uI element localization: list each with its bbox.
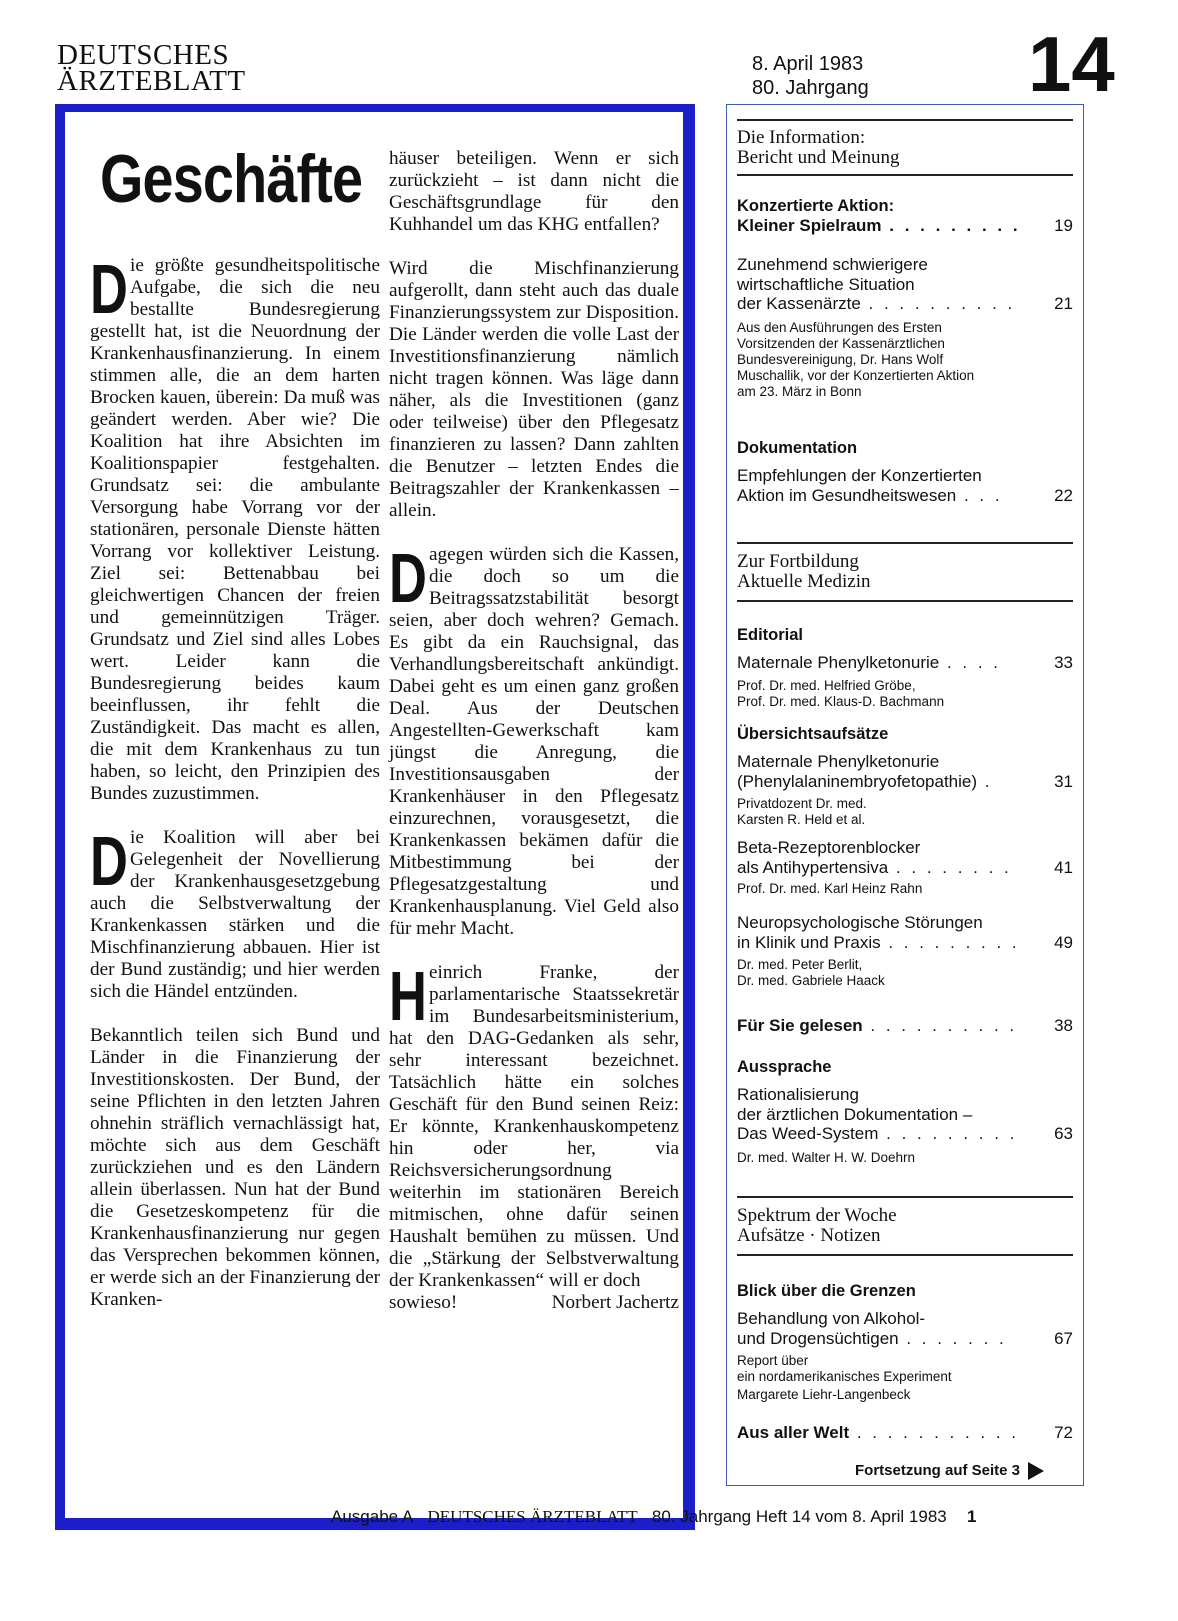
toc-author: Dr. med. Gabriele Haack (737, 973, 885, 988)
toc-author: Karsten R. Held et al. (737, 812, 866, 827)
paragraph-text: häuser beteiligen. Wenn er sich zurückzieht – ist dann nicht die Geschäftsgrundlage für den Kuhhandel um das KHG entfallen? (389, 148, 679, 235)
issue-date: 8. April 1983 (752, 53, 864, 75)
toc-uebersichtsaufsaetze (737, 725, 1073, 989)
toc-author: Prof. Dr. med. Klaus-D. Bachmann (737, 693, 945, 709)
editorial-box (65, 112, 683, 1518)
toc-konzertierte (737, 197, 1073, 236)
page-number: 41 (1054, 857, 1073, 877)
editorial-paragraph (90, 1025, 380, 1311)
toc-dokumentation (737, 439, 1073, 505)
drop-cap: D (90, 822, 128, 900)
paragraph-text: ie Koalition will aber bei Gelegenheit der Novellierung der Krankenhausgesetzgebung auch die Selbstverwaltung der Krankenkassen stärken und die Mischfinanzierung abbauen. Hier ist der Bund zuständig; und hier werden sich die Händel entzünden. (90, 827, 380, 1002)
toc-section-fortbildung (737, 542, 1073, 602)
page-number: 72 (1054, 1423, 1073, 1442)
toc-entry-beta-blocker[interactable]: Beta-Rezeptorenblocker als Antihypertensiva . . . . . . . . 41 (737, 838, 1073, 877)
toc-entry-phenylketonurie[interactable]: Maternale Phenylketonurie . . . . 33 (737, 653, 1073, 672)
drop-cap: H (389, 957, 427, 1035)
toc-category: Editorial (737, 626, 804, 644)
toc-section-spektrum (737, 1196, 1073, 1256)
toc-blick (737, 1282, 1073, 1403)
divider (737, 174, 1073, 176)
editorial-headline: Geschäfte (100, 141, 363, 217)
page-footer (331, 1507, 986, 1527)
continued-label: Fortsetzung auf Seite 3 (855, 1462, 1021, 1479)
toc-author: Report über (737, 1353, 809, 1368)
editorial-paragraph (90, 250, 380, 805)
editorial-paragraph (90, 822, 380, 1003)
toc-kassenaerzte (737, 255, 1073, 400)
toc-category: Aussprache (737, 1058, 832, 1076)
arrow-right-icon (1028, 1462, 1044, 1480)
editorial-paragraph (389, 148, 679, 236)
page-number: 22 (1054, 485, 1073, 505)
divider (737, 542, 1073, 544)
editorial-paragraph (389, 957, 679, 1292)
toc-category: Übersichtsaufsätze (737, 725, 889, 743)
divider (737, 1196, 1073, 1198)
toc-author: Prof. Dr. med. Helfried Gröbe, (737, 677, 916, 693)
editorial-column-2 (389, 148, 679, 1314)
toc-author: Dr. med. Walter H. W. Doehrn (737, 1149, 916, 1165)
drop-cap: D (389, 539, 427, 617)
masthead-logo (57, 39, 246, 97)
toc-aus-aller-welt (737, 1423, 1073, 1443)
page-number: 63 (1054, 1124, 1073, 1143)
paragraph-text: Wird die Mischfinanzierung aufgerollt, dann steht auch das duale Finanzierungssystem zur Disposition. Die Länder werden die volle Last der Investitionsfinanzierung nämlich nicht tragen können. Was läge dann näher, als die Investitionen (ganz oder teilweise) über den Pflegesatz finanzieren zu lassen? Dann zahlten die Benutzer – letzten Endes die Beitragszahler der Krankenkassen – allein. (389, 258, 679, 521)
section-subtitle: Aktuelle Medizin (737, 571, 871, 592)
toc-editorial (737, 626, 1073, 710)
toc-category: Konzertierte Aktion: (737, 197, 895, 215)
footer-edition: Ausgabe A (331, 1507, 414, 1526)
paragraph-text: einrich Franke, der parlamentarische Staatssekretär im Bundesarbeitsministerium, hat den DAG-Gedanken als sehr, sehr interessant bezeichnet. Tatsächlich hätte ein solches Geschäft für den Bund seinen Reiz: Er könnte, Krankenhauskompetenz hin oder her, via Reichsversicherungsordnung weiterhin im stationären Bereich mitmischen, ohne dafür seinen Haushalt bemühen zu müssen. Und die „Stärkung der Selbstverwaltung der Krankenkassen“ will er doch (389, 962, 679, 1291)
editorial-signature (389, 1292, 679, 1314)
author-name: Norbert Jachertz (551, 1292, 679, 1313)
divider (737, 1254, 1073, 1256)
paragraph-text: ie größte gesundheitspolitische Aufgabe, die sich die neu bestallte Bundesregierung gestellt hat, ist die Neuordnung der Krankenhausfinanzierung. In einem stimmen alle, die an dem harten Brocken kauen, überein: Da muß was geändert werden. Aber wie? Die Koalition hat ihre Absichten im Koalitionspapier festgehalten. Grundsatz sei: die ambulante Versorgung habe Vorrang vor der stationären, personale Dienste hätten Vorrang vor kollektiver Leistung. Ziel sei: Bettenabbau bei gleichwertigen Chancen der freien und gemeinnützigen Träger. Grundsatz und Ziel sind alles Lobes wert. Leider kann die Bundesregierung beides kaum beeinflussen, ihr fehlt die Zuständigkeit. Das macht es allen, die mit dem Krankenhaus zu tun haben, so leicht, den Prinzipien des Bundes zuzustimmen. (90, 255, 380, 804)
toc-entry-empfehlungen[interactable]: Empfehlungen der Konzertierten Aktion im Gesundheitswesen . . . 22 (737, 466, 1073, 505)
page-number: 38 (1054, 1016, 1073, 1035)
toc-author: Prof. Dr. med. Karl Heinz Rahn (737, 881, 923, 896)
toc-aussprache (737, 1058, 1073, 1166)
toc-author: Margarete Liehr-Langenbeck (737, 1387, 911, 1402)
toc-author: Privatdozent Dr. med. (737, 796, 867, 811)
page-number: 49 (1054, 932, 1073, 952)
editorial-paragraph (389, 258, 679, 522)
editorial-frame (55, 104, 695, 1530)
issue-date-block (752, 52, 869, 100)
issue-number: 14 (1028, 20, 1115, 108)
toc-category: Blick über die Grenzen (737, 1282, 916, 1300)
page-number: 31 (1054, 771, 1073, 791)
toc-author: Aus den Ausführungen des Ersten Vorsitzenden der Kassenärztlichen Bundesvereinigung, Dr. Hans Wolf Muschallik, vor der Konzertierten Aktion am 23. März in Bonn (737, 319, 975, 399)
toc-entry-neuropsychologie[interactable]: Neuropsychologische Störungen in Klinik und Praxis . . . . . . . . . 49 (737, 913, 1073, 952)
toc-entry-phenylalanin[interactable]: Maternale Phenylketonurie (Phenylalaninembryofetopathie) . 31 (737, 752, 1073, 791)
section-subtitle: Aufsätze · Notizen (737, 1225, 881, 1246)
table-of-contents (726, 104, 1084, 1486)
page-number: 33 (1054, 653, 1073, 672)
paragraph-text: agegen würden sich die Kassen, die doch so um die Beitragssatzstabilität besorgt seien, aber doch wehren? Gemach. Es gibt da ein Rauchsignal, das Verhandlungsbereitschaft ankündigt. Dabei geht es um einen ganz großen Deal. Aus der Deutschen Angestellten-Gewerkschaft kam jüngst die Anregung, die Investitionsausgaben der Krankenhäuser in den Pflegesatz einzurechnen, vorausgesetzt, die Krankenkassen bekämen dafür die Mitbestimmung bei der Pflegesatzgestaltung und Krankenhausplanung. Viel Geld also für mehr Macht. (389, 544, 679, 939)
editorial-paragraph (389, 539, 679, 940)
toc-section-information (737, 119, 1073, 176)
toc-entry-alkohol[interactable]: Behandlung von Alkohol- und Drogensüchtigen . . . . . . . 67 (737, 1309, 1073, 1348)
editorial-column-1 (90, 250, 380, 1333)
toc-category: Dokumentation (737, 439, 858, 457)
issue-volume: 80. Jahrgang (752, 77, 869, 99)
toc-entry-kassenaerzte[interactable]: Zunehmend schwierigere wirtschaftliche Situation der Kassenärzte . . . . . . . . . . 21 (737, 255, 1073, 313)
masthead-line1: DEUTSCHES (57, 39, 230, 71)
toc-author: Dr. med. Peter Berlit, (737, 957, 863, 972)
drop-cap: D (90, 250, 128, 328)
page-number: 21 (1054, 294, 1073, 313)
closing-word: sowieso! (389, 1292, 458, 1313)
toc-entry-weed-system[interactable]: Rationalisierung der ärztlichen Dokumentation – Das Weed-System . . . . . . . . . 63 (737, 1085, 1073, 1143)
toc-author: ein nordamerikanisches Experiment (737, 1369, 952, 1384)
footer-journal: DEUTSCHES ÄRZTEBLATT (427, 1507, 638, 1526)
continued-link[interactable] (855, 1462, 1044, 1480)
divider (737, 119, 1073, 121)
masthead-line2: ÄRZTEBLATT (57, 65, 246, 97)
page-number: 19 (1054, 216, 1073, 235)
toc-entry-fuer-sie-gelesen[interactable]: Für Sie gelesen . . . . . . . . . . 38 (737, 1016, 1073, 1035)
toc-fuer-sie-gelesen (737, 1016, 1073, 1036)
page-number-footer: 1 (967, 1507, 977, 1526)
divider (737, 600, 1073, 602)
page-number: 67 (1054, 1328, 1073, 1348)
section-title: Spektrum der Woche (737, 1205, 897, 1226)
footer-issue: 80. Jahrgang Heft 14 vom 8. April 1983 (651, 1507, 947, 1526)
toc-entry-aus-aller-welt[interactable]: Aus aller Welt . . . . . . . . . . . 72 (737, 1423, 1073, 1442)
section-title: Zur Fortbildung (737, 551, 859, 572)
section-title: Die Information: (737, 127, 866, 148)
toc-entry-kleiner-spielraum[interactable]: Kleiner Spielraum . . . . . . . . . 19 (737, 216, 1073, 235)
section-subtitle: Bericht und Meinung (737, 147, 900, 168)
paragraph-text: Bekanntlich teilen sich Bund und Länder in die Finanzierung der Investitionskosten. Der Bund, der seine Pflichten in den letzten Jahren ohnehin sträflich vernachlässigt hat, möchte sich aus dem Geschäft zurückziehen und es den Ländern allein überlassen. Nun hat der Bund die Gesetzeskompetenz für die Krankenhausfinanzierung nur gegen das Versprechen bekommen können, er werde sich an der Finanzierung der Kranken- (90, 1025, 380, 1310)
